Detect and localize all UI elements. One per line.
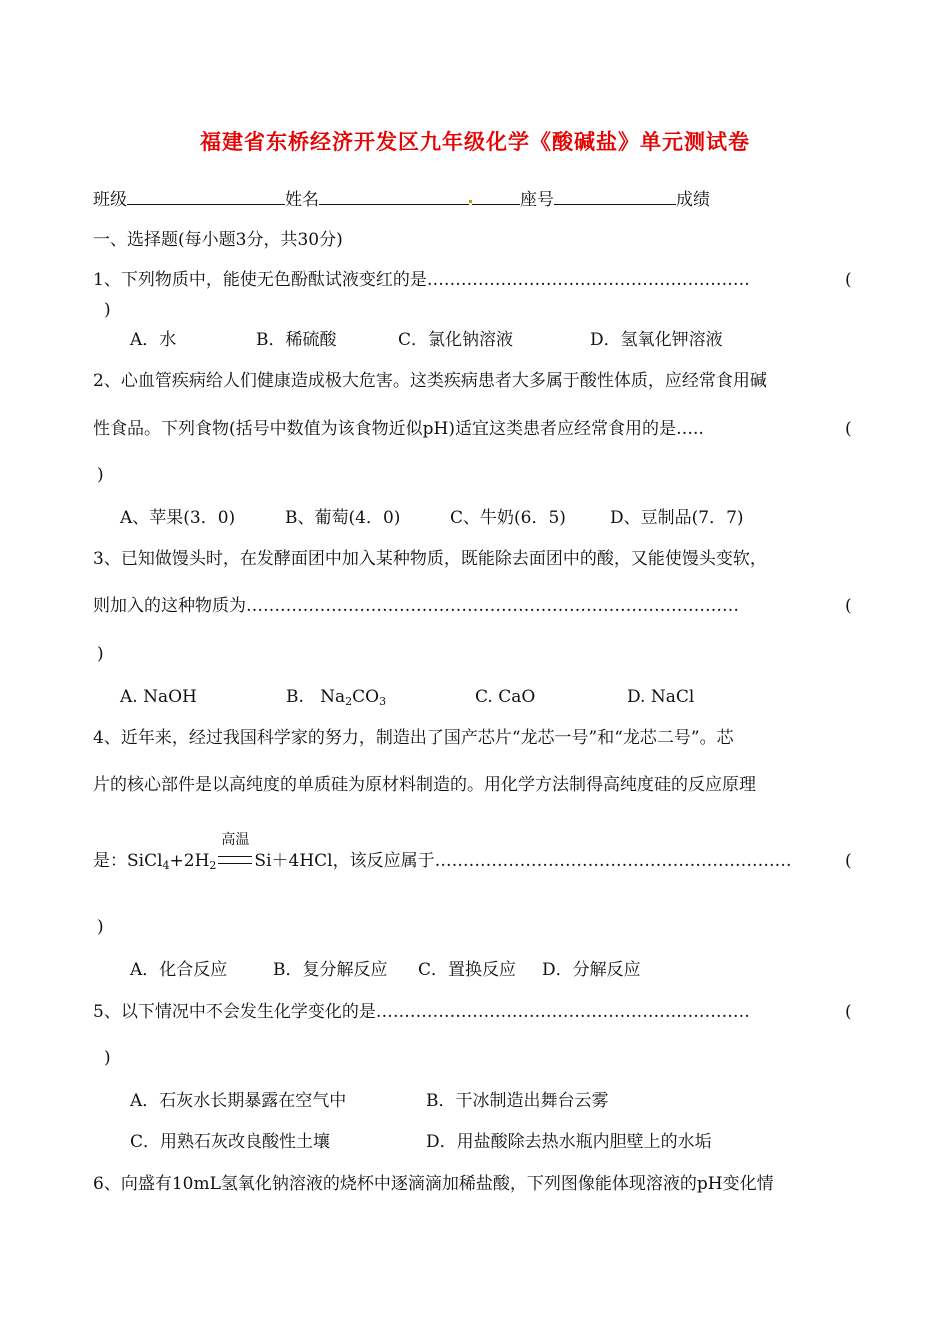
question-5-option-d: D．用盐酸除去热水瓶内胆壁上的水垢 <box>426 1132 712 1152</box>
condition-text: 高温 <box>221 832 250 848</box>
class-label: 班级 <box>93 190 127 210</box>
equation-suffix: Si＋4HCl，该反应属于……………………………………………………… <box>254 851 792 871</box>
question-4-stem-line-1: 4、近年来，经过我国科学家的努力，制造出了国产芯片“龙芯一号”和“龙芯二号”。芯 <box>93 728 734 748</box>
double-line-sign <box>218 856 252 864</box>
question-3-paren-close: ) <box>97 644 104 664</box>
equation-prefix: 是：SiCl <box>93 851 163 871</box>
question-5-option-b: B．干冰制造出舞台云雾 <box>426 1091 609 1111</box>
question-5-option-a: A．石灰水长期暴露在空气中 <box>130 1091 347 1111</box>
page-title: 福建省东桥经济开发区九年级化学《酸碱盐》单元测试卷 <box>200 130 750 154</box>
equation-subscript-2: 2 <box>209 859 217 872</box>
question-3-option-b <box>286 685 386 714</box>
question-1-paren-close: ) <box>104 300 111 320</box>
option-b-prefix: B. <box>286 687 304 707</box>
question-1-option-a: A．水 <box>130 330 177 350</box>
name-label: 姓名 <box>285 190 319 210</box>
formula-na: Na <box>320 687 346 707</box>
question-5-paren-open: ( <box>845 1002 852 1022</box>
question-5-paren-close: ) <box>104 1048 111 1068</box>
question-3-stem-line-2: 则加入的这种物质为…………………………………………………………………………… <box>93 596 739 616</box>
student-info-line <box>93 186 710 212</box>
score-label: 成绩 <box>676 190 710 210</box>
question-4-option-d: D．分解反应 <box>542 960 641 980</box>
subscript-2: 2 <box>345 695 353 708</box>
section-heading: 一、选择题(每小题3分，共30分) <box>93 230 343 250</box>
question-4-paren-close: ) <box>97 917 104 937</box>
formula-co: CO <box>352 687 380 707</box>
question-5-option-c: C．用熟石灰改良酸性土壤 <box>130 1132 331 1152</box>
question-2-paren-open: ( <box>845 419 852 439</box>
seat-blank <box>554 186 676 205</box>
question-2-paren-close: ) <box>97 465 104 485</box>
question-2-option-a: A、苹果(3．0) <box>120 508 236 528</box>
reaction-condition <box>218 832 252 873</box>
class-blank <box>127 186 285 205</box>
question-3-option-a: A. NaOH <box>120 687 197 707</box>
question-4-equation-line <box>93 832 792 878</box>
question-1-stem: 1、下列物质中，能使无色酚酞试液变红的是………………………………………………… <box>93 270 750 290</box>
question-4-stem-line-2: 片的核心部件是以高纯度的单质硅为原材料制造的。用化学方法制得高纯度硅的反应原理 <box>93 775 756 795</box>
question-4-paren-open: ( <box>845 851 852 871</box>
question-3-paren-open: ( <box>845 596 852 616</box>
question-1-paren-open: ( <box>845 270 852 290</box>
question-1-option-b: B．稀硫酸 <box>256 330 337 350</box>
seat-label: 座号 <box>520 190 554 210</box>
subscript-3: 3 <box>379 695 387 708</box>
question-1-option-c: C．氯化钠溶液 <box>398 330 514 350</box>
question-3-stem-line-1: 3、已知做馒头时，在发酵面团中加入某种物质，既能除去面团中的酸，又能使馒头变软， <box>93 549 767 569</box>
question-2-option-c: C、牛奶(6．5) <box>450 508 566 528</box>
equation-plus-h: +2H <box>169 851 210 871</box>
question-4-option-c: C．置换反应 <box>418 960 517 980</box>
question-4-option-b: B．复分解反应 <box>273 960 388 980</box>
question-6-stem: 6、向盛有10mL氢氧化钠溶液的烧杯中逐滴滴加稀盐酸，下列图像能体现溶液的pH变化情 <box>93 1174 774 1194</box>
equation-subscript-4: 4 <box>162 859 170 872</box>
question-2-stem-line-1: 2、心血管疾病给人们健康造成极大危害。这类疾病患者大多属于酸性体质，应经常食用碱 <box>93 371 767 391</box>
question-2-stem-line-2: 性食品。下列食物(括号中数值为该食物近似pH)适宜这类患者应经常食用的是….. <box>93 419 704 439</box>
name-blank-2 <box>472 186 520 205</box>
question-2-option-b: B、葡萄(4．0) <box>285 508 401 528</box>
question-3-option-c: C. CaO <box>475 687 536 707</box>
question-2-option-d: D、豆制品(7．7) <box>610 508 744 528</box>
question-5-stem: 5、以下情况中不会发生化学变化的是………………………………………………………… <box>93 1002 750 1022</box>
question-1-option-d: D．氢氧化钾溶液 <box>590 330 723 350</box>
question-3-option-d: D. NaCl <box>627 687 695 707</box>
question-4-option-a: A．化合反应 <box>130 960 228 980</box>
name-blank <box>319 186 469 205</box>
